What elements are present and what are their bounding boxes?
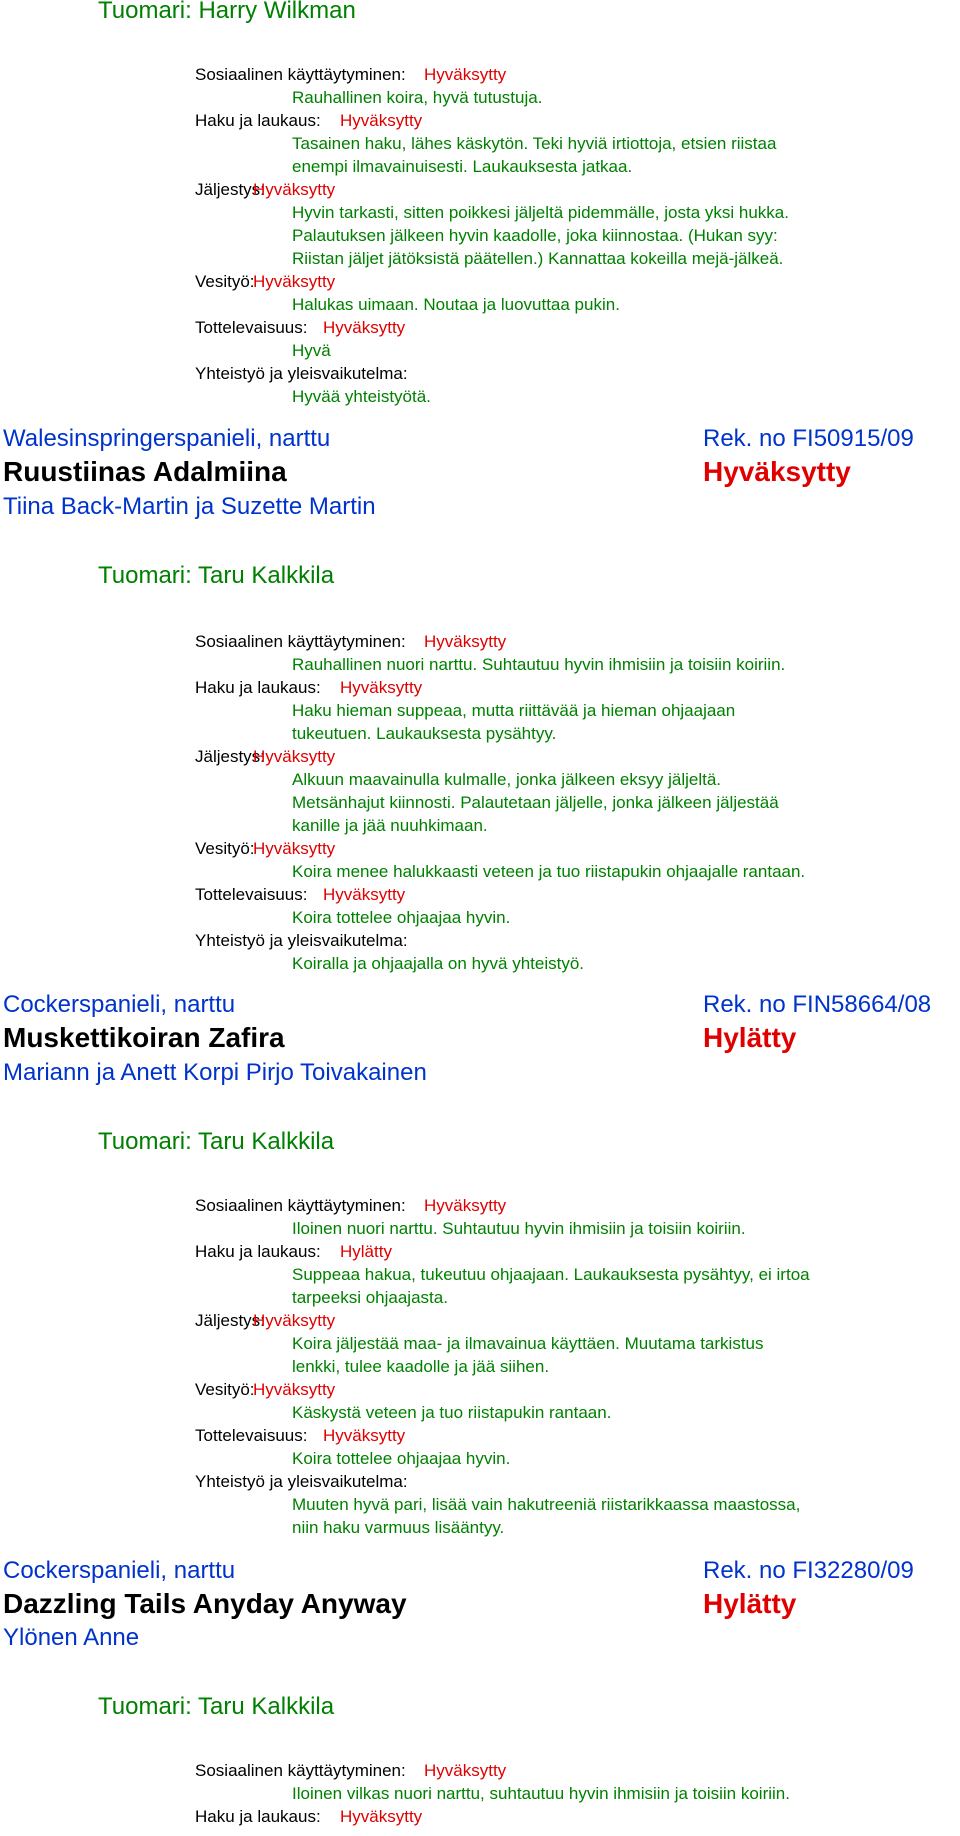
criterion-label: Sosiaalinen käyttäytyminen: [195, 1196, 406, 1215]
criterion-comment: Hyvä [292, 341, 331, 360]
criterion-status: Hyväksytty [424, 65, 507, 84]
owner-name: Tiina Back-Martin ja Suzette Martin [3, 493, 376, 520]
criterion-status: Hyväksytty [323, 318, 406, 337]
result-status: Hylätty [703, 1588, 797, 1619]
criterion-label: Haku ja laukaus: [195, 1807, 321, 1826]
criterion-label: Yhteistyö ja yleisvaikutelma: [195, 931, 408, 950]
result-status: Hylätty [703, 1022, 797, 1053]
criterion-label: Sosiaalinen käyttäytyminen: [195, 1761, 406, 1780]
criterion-comment: Rauhallinen nuori narttu. Suhtautuu hyvin ihmisiin ja toisiin koiriin. [292, 655, 786, 674]
criterion-label: Haku ja laukaus: [195, 1242, 321, 1261]
criterion-label: Jäljestys: [195, 747, 265, 766]
dog-name: Muskettikoiran Zafira [3, 1022, 285, 1053]
criterion-label: Sosiaalinen käyttäytyminen: [195, 65, 406, 84]
criterion-label: Vesityö: [195, 272, 255, 291]
registration-number: Rek. no FIN58664/08 [703, 991, 932, 1018]
criterion-comment: Metsänhajut kiinnosti. Palautetaan jäljelle, jonka jälkeen jäljestää [292, 793, 779, 812]
criterion-status: Hyväksytty [340, 678, 423, 697]
criterion-comment: Iloinen nuori narttu. Suhtautuu hyvin ihmisiin ja toisiin koiriin. [292, 1219, 746, 1238]
criterion-label: Tottelevaisuus: [195, 885, 308, 904]
result-status: Hyväksytty [703, 456, 851, 487]
criterion-comment: Suppeaa hakua, tukeutuu ohjaajaan. Laukauksesta pysähtyy, ei irtoa [292, 1265, 810, 1284]
criterion-comment: Koira tottelee ohjaajaa hyvin. [292, 1449, 511, 1468]
dog-breed: Walesinspringerspanieli, narttu [3, 425, 331, 452]
criterion-label: Haku ja laukaus: [195, 111, 321, 130]
criterion-label: Vesityö: [195, 839, 255, 858]
criterion-label: Tottelevaisuus: [195, 1426, 308, 1445]
criterion-comment: Tasainen haku, lähes käskytön. Teki hyviä irtiottoja, etsien riistaa [292, 134, 777, 153]
criterion-comment: tukeutuen. Laukauksesta pysähtyy. [292, 724, 557, 743]
dog-name: Dazzling Tails Anyday Anyway [3, 1588, 407, 1619]
criterion-comment: Muuten hyvä pari, lisää vain hakutreeniä riistarikkaassa maastossa, [292, 1495, 801, 1514]
criterion-comment: Halukas uimaan. Noutaa ja luovuttaa pukin. [292, 295, 620, 314]
criterion-label: Yhteistyö ja yleisvaikutelma: [195, 1472, 408, 1491]
criterion-label: Vesityö: [195, 1380, 255, 1399]
criterion-status: Hyväksytty [424, 1761, 507, 1780]
criterion-comment: enempi ilmavainuisesti. Laukauksesta jatkaa. [292, 157, 633, 176]
judge-name: Tuomari: Taru Kalkkila [98, 1693, 335, 1720]
criterion-status: Hyväksytty [253, 747, 336, 766]
criterion-comment: kanille ja jää nuuhkimaan. [292, 816, 488, 835]
criterion-comment: Koiralla ja ohjaajalla on hyvä yhteistyö. [292, 954, 585, 973]
criterion-comment: Riistan jäljet jätöksistä päätellen.) Kannattaa kokeilla mejä-jälkeä. [292, 249, 784, 268]
criterion-status: Hylätty [340, 1242, 392, 1261]
owner-name: Ylönen Anne [3, 1624, 140, 1651]
criterion-status: Hyväksytty [253, 1380, 336, 1399]
criterion-label: Jäljestys: [195, 1311, 265, 1330]
registration-number: Rek. no FI50915/09 [703, 425, 914, 452]
criterion-comment: Hyvin tarkasti, sitten poikkesi jäljeltä pidemmälle, josta yksi hukka. [292, 203, 789, 222]
criterion-status: Hyväksytty [253, 1311, 336, 1330]
criterion-status: Hyväksytty [340, 1807, 423, 1826]
criterion-status: Hyväksytty [323, 885, 406, 904]
criterion-comment: Koira jäljestää maa- ja ilmavainua käyttäen. Muutama tarkistus [292, 1334, 764, 1353]
criterion-comment: Käskystä veteen ja tuo riistapukin rantaan. [292, 1403, 612, 1422]
criterion-comment: niin haku varmuus lisääntyy. [292, 1518, 505, 1537]
criterion-label: Haku ja laukaus: [195, 678, 321, 697]
owner-name: Mariann ja Anett Korpi Pirjo Toivakainen [3, 1059, 427, 1086]
judge-name: Tuomari: Harry Wilkman [98, 0, 356, 24]
criterion-comment: tarpeeksi ohjaajasta. [292, 1288, 448, 1307]
criterion-status: Hyväksytty [253, 180, 336, 199]
criterion-label: Jäljestys: [195, 180, 265, 199]
criterion-status: Hyväksytty [253, 272, 336, 291]
criterion-comment: Haku hieman suppeaa, mutta riittävää ja hieman ohjaajaan [292, 701, 736, 720]
dog-breed: Cockerspanieli, narttu [3, 1557, 236, 1584]
criterion-status: Hyväksytty [253, 839, 336, 858]
criterion-comment: lenkki, tulee kaadolle ja jää siihen. [292, 1357, 550, 1376]
dog-breed: Cockerspanieli, narttu [3, 991, 236, 1018]
criterion-comment: Koira tottelee ohjaajaa hyvin. [292, 908, 511, 927]
criterion-comment: Alkuun maavainulla kulmalle, jonka jälkeen eksyy jäljeltä. [292, 770, 722, 789]
judge-name: Tuomari: Taru Kalkkila [98, 562, 335, 589]
criterion-label: Tottelevaisuus: [195, 318, 308, 337]
criterion-label: Yhteistyö ja yleisvaikutelma: [195, 364, 408, 383]
criterion-comment: Palautuksen jälkeen hyvin kaadolle, joka kiinnostaa. (Hukan syy: [292, 226, 778, 245]
criterion-status: Hyväksytty [340, 111, 423, 130]
criterion-comment: Hyvää yhteistyötä. [292, 387, 431, 406]
dog-name: Ruustiinas Adalmiina [3, 456, 287, 487]
criterion-comment: Rauhallinen koira, hyvä tutustuja. [292, 88, 543, 107]
criterion-comment: Iloinen vilkas nuori narttu, suhtautuu hyvin ihmisiin ja toisiin koiriin. [292, 1784, 790, 1803]
criterion-comment: Koira menee halukkaasti veteen ja tuo riistapukin ohjaajalle rantaan. [292, 862, 806, 881]
registration-number: Rek. no FI32280/09 [703, 1557, 914, 1584]
criterion-status: Hyväksytty [424, 1196, 507, 1215]
criterion-status: Hyväksytty [424, 632, 507, 651]
criterion-label: Sosiaalinen käyttäytyminen: [195, 632, 406, 651]
criterion-status: Hyväksytty [323, 1426, 406, 1445]
judge-name: Tuomari: Taru Kalkkila [98, 1128, 335, 1155]
